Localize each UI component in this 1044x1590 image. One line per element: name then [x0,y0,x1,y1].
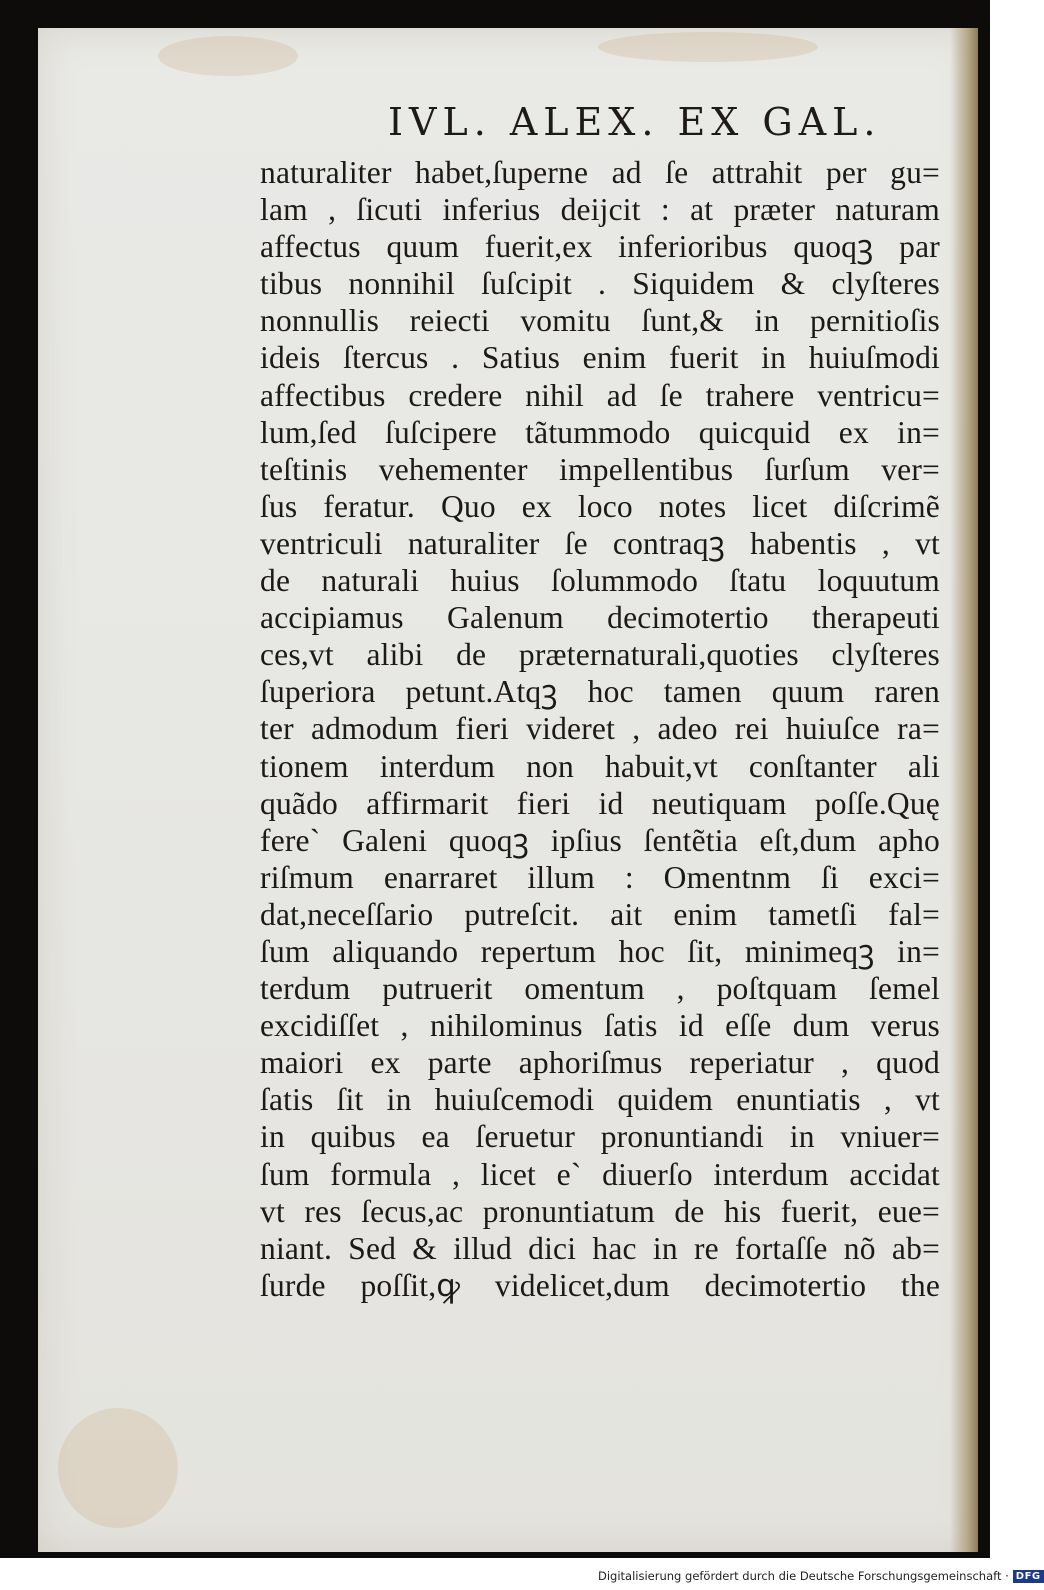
text-line: dat,neceſſario putreſcit. ait enim tametſi fal= [260,896,940,932]
text-line: tibus nonnihil ſuſcipit . Siquidem & clyſteres [260,266,940,302]
text-line: fere` Galeni quoqꝫ ipſius ſentẽtia eſt,dum apho [260,822,940,858]
text-line: ſum formula , licet e` diuerſo interdum accidat [260,1156,940,1192]
text-line: terdum putruerit omentum , poſtquam ſemel [260,971,940,1007]
text-line: affectibus credere nihil ad ſe trahere ventricu= [260,377,940,413]
book-page [38,28,978,1552]
text-line: in quibus ea ſeruetur pronuntiandi in vniuer= [260,1119,940,1155]
text-line: ideis ſtercus . Satius enim fuerit in huiuſmodi [260,340,940,376]
text-line: nonnullis reiecti vomitu ſunt,& in pernitioſis [260,303,940,339]
text-line: ſuperiora petunt.Atqꝫ hoc tamen quum raren [260,674,940,710]
text-line: vt res ſecus,ac pronuntiatum de his fuerit, eue= [260,1193,940,1229]
text-line: quãdo affirmarit fieri id neutiquam poſſe.Quę [260,785,940,821]
text-line: teſtinis vehementer impellentibus ſurſum ver= [260,451,940,487]
stain [158,36,298,76]
text-line: ſatis ſit in huiuſcemodi quidem enuntiatis , vt [260,1082,940,1118]
text-line: affectus quum fuerit,ex inferioribus quoqꝫ par [260,229,940,265]
text-line: excidiſſet , nihilominus ſatis id eſſe dum verus [260,1008,940,1044]
text-line: naturaliter habet,ſuperne ad ſe attrahit per gu= [260,155,940,190]
text-line: de naturali huius ſolummodo ſtatu loquutum [260,563,940,599]
running-head: IVL. ALEX. EX GAL. [388,100,882,144]
text-line: maiori ex parte aphoriſmus reperiatur , quod [260,1045,940,1081]
text-line: niant. Sed & illud dici hac in re fortaſſe nõ ab= [260,1230,940,1266]
text-line: ter admodum fieri videret , adeo rei huiuſce ra= [260,711,940,747]
text-line: ces,vt alibi de præternaturali,quoties clyſteres [260,637,940,673]
text-line: riſmum enarraret illum : Omentnm ſi exci= [260,859,940,895]
text-line: tionem interdum non habuit,vt conſtanter ali [260,748,940,784]
text-line: accipiamus Galenum decimotertio therapeuti [260,600,940,636]
text-line: ventriculi naturaliter ſe contraqꝫ habentis , vt [260,525,940,561]
text-line: lum,ſed ſuſcipere tãtummodo quicquid ex in= [260,414,940,450]
stain [58,1408,178,1528]
page-edge [950,28,978,1552]
dfg-logo: DFG [1013,1570,1044,1583]
credit-text: Digitalisierung gefördert durch die Deutsche Forschungsgemeinschaft · [598,1569,1009,1583]
text-line: ſurde poſſit,ꝙ videlicet,dum decimotertio the [260,1267,940,1303]
body-text [260,154,940,1304]
text-line: ſum aliquando repertum hoc ſit, minimeqꝫ in= [260,933,940,969]
text-line: lam , ſicuti inferius deijcit : at præter naturam [260,192,940,228]
digitization-credit [598,1565,1044,1587]
stain [598,32,818,62]
text-line: ſus feratur. Quo ex loco notes licet diſcrimẽ [260,488,940,524]
